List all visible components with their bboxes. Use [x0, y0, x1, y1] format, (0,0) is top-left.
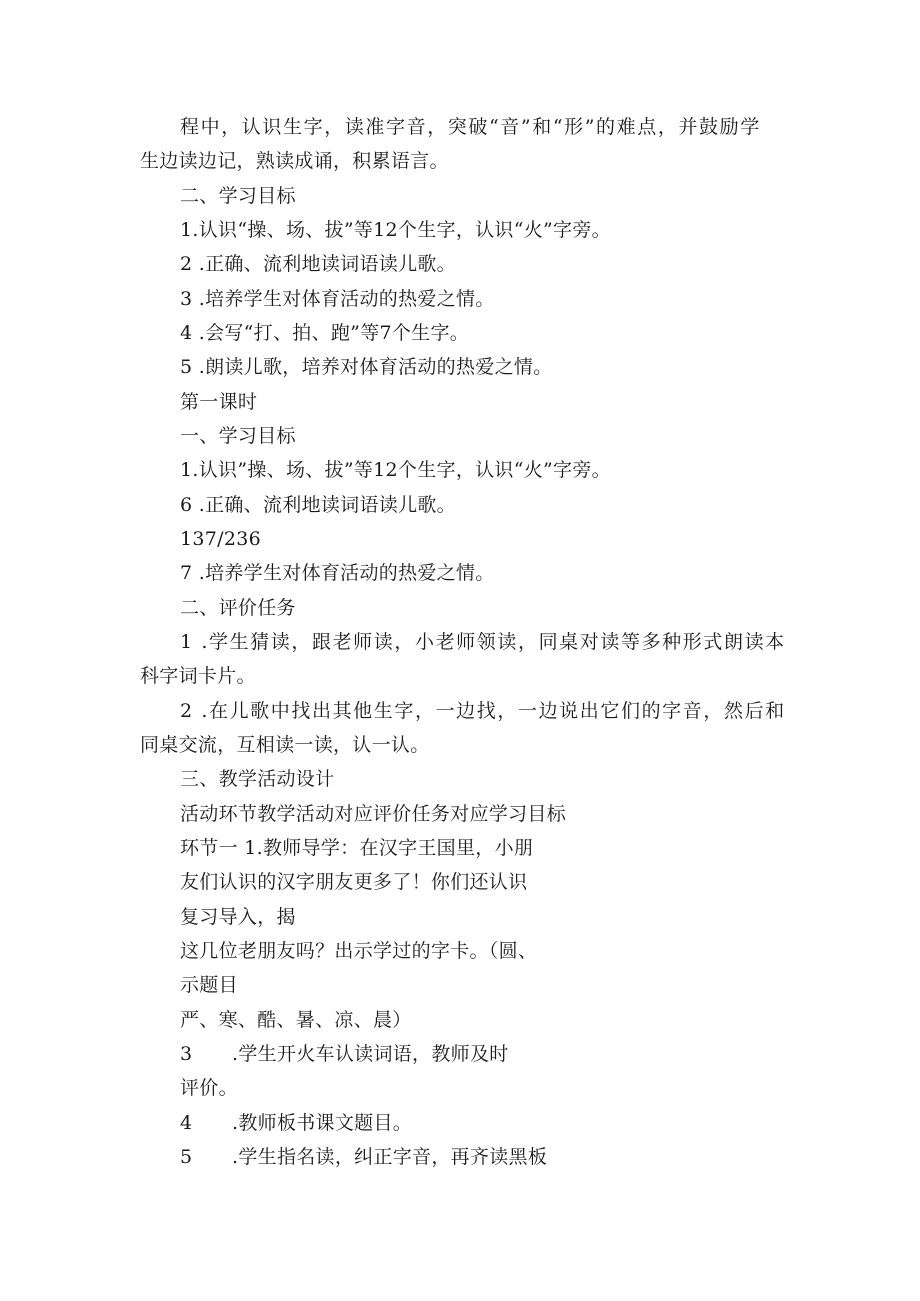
intro-line-1: 程中，认识生字，读准字音，突破“音”和“形”的难点，并鼓励学 [180, 116, 761, 138]
goal-item-4: 4 .会写“打、拍、跑”等7个生字。 [180, 322, 470, 344]
step-text: .学生指名读，纠正字音，再齐读黑板 [232, 1146, 548, 1168]
goal-item-2: 2 .正确、流利地读词语读儿歌。 [180, 253, 456, 275]
page-number: 137/236 [180, 528, 262, 550]
activity-heading: 三、教学活动设计 [180, 768, 335, 790]
lesson-goal-6: 6 .正确、流利地读词语读儿歌。 [180, 494, 456, 516]
step-4 [180, 1111, 412, 1135]
step-number: 4 [180, 1112, 193, 1134]
lesson-goal-1: 1.认识”操、场、拔”等12个生字，认识“火”字旁。 [180, 459, 611, 481]
lesson-heading: 第一课时 [180, 391, 258, 413]
step-number: 3 [180, 1043, 193, 1065]
step-continuation: 评价。 [180, 1077, 238, 1099]
activity-line-6: 严、寒、酷、暑、凉、晨） [180, 1009, 412, 1031]
activity-line-3: 复习导入，揭 [180, 906, 296, 928]
section-goals-heading: 二、学习目标 [180, 185, 296, 207]
goal-item-1: 1.认识“操、场、拔”等12个生字，认识“火”字旁。 [180, 219, 611, 241]
step-5 [180, 1145, 547, 1169]
evaluation-1-line-1: 1 .学生猜读，跟老师读，小老师领读，同桌对读等多种形式朗读本 [180, 631, 786, 653]
activity-line-1: 环节一 1.教师导学：在汉字王国里，小朋 [180, 837, 534, 859]
goal-item-5: 5 .朗读儿歌，培养对体育活动的热爱之情。 [180, 356, 553, 378]
table-header: 活动环节教学活动对应评价任务对应学习目标 [180, 803, 567, 825]
goal-item-3: 3 .培养学生对体育活动的热爱之情。 [180, 288, 495, 310]
activity-line-4: 这几位老朋友吗？出示学过的字卡。（圆、 [180, 940, 538, 962]
evaluation-2-line-1: 2 .在儿歌中找出其他生字，一边找，一边说出它们的字音，然后和 [180, 700, 786, 722]
evaluation-heading: 二、评价任务 [180, 597, 296, 619]
activity-line-2: 友们认识的汉字朋友更多了！你们还认识 [180, 871, 528, 893]
evaluation-2-line-2: 同桌交流，互相读一读，认一认。 [140, 734, 430, 756]
lesson-goals-heading: 一、学习目标 [180, 425, 296, 447]
lesson-goal-7: 7 .培养学生对体育活动的热爱之情。 [180, 562, 495, 584]
activity-line-5: 示题目 [180, 974, 238, 996]
step-3 [180, 1042, 509, 1066]
step-text: .学生开火车认读词语，教师及时 [232, 1043, 509, 1065]
step-number: 5 [180, 1146, 193, 1168]
intro-line-2: 生边读边记，熟读成诵，积累语言。 [140, 150, 449, 172]
evaluation-1-line-2: 科字词卡片。 [140, 665, 256, 687]
step-text: .教师板书课文题目。 [232, 1112, 413, 1134]
